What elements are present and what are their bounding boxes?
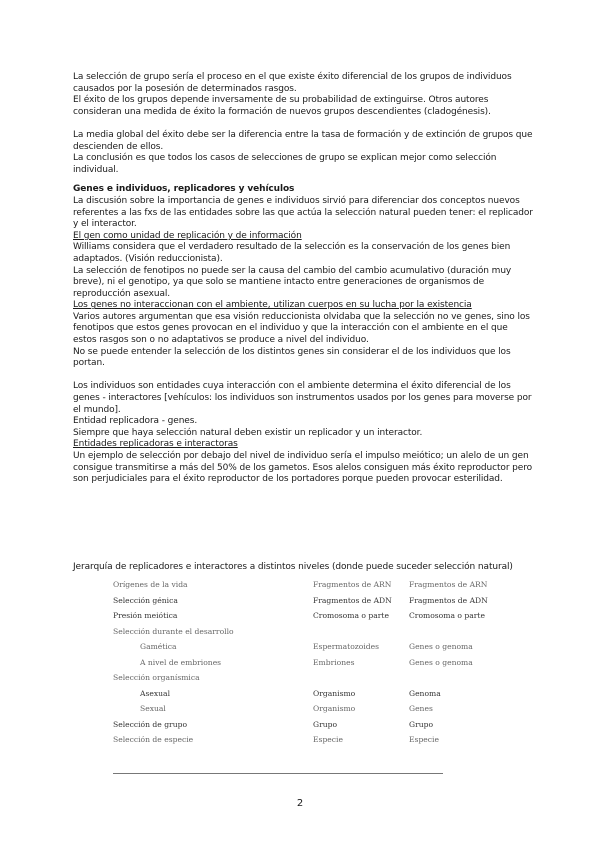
table-cell-interactor: Grupo [409,719,434,729]
table-row [113,593,509,609]
document-body [73,72,533,486]
paragraph-discussion: La discusión sobre la importancia de genes e individuos sirvió para diferenciar dos conceptos nuevos referentes a las fxs de las entidades sobre las que actúa la selección natural pueden tener: el replicador y el interactor. [73,195,533,230]
paragraph-interactors: Los individuos son entidades cuya interacción con el ambiente determina el éxito diferencial de los genes - interactores [vehículos: los individuos son instrumentos usados por los genes para moverse por el mundo]. [73,381,532,415]
table-row [113,655,509,671]
table-cell-replicator [313,624,409,640]
table-cell-replicator: Cromosoma o parte [313,611,389,621]
paragraph-group-selection: La selección de grupo sería el proceso en el que existe éxito diferencial de los grupos de individuos causados por la posesión de determinados rasgos. [73,72,512,94]
paragraph-authors: Varios autores argumentan que esa visión reduccionista olvidaba que la selección no ve genes, sino los fenotipos que estos genes provocan en el individuo y que la interacción con el ambiente en el que estos rasgos son o no adaptativos se produce a nivel del individuo. [73,311,530,346]
paragraph-conclusion: La conclusión es que todos los casos de selecciones de grupo se explican mejor como selección individual. [73,153,497,175]
table-cell-replicator [313,670,409,686]
table-cell-level: Sexual [140,704,166,714]
table-cell-replicator: Fragmentos de ARN [313,580,392,590]
table-cell-replicator: Espermatozoides [313,642,380,652]
table-cell-interactor: Especie [409,735,439,745]
paragraph-replicator: Entidad replicadora - genes. [73,416,198,427]
table-row [113,732,509,748]
table-cell-interactor: Fragmentos de ARN [409,580,488,590]
table-cell-interactor: Genes [409,704,433,714]
table-cell-replicator: Organismo [313,704,356,714]
table-row [113,701,509,717]
section-heading: Genes e individuos, replicadores y vehículos [73,184,295,195]
page-number: 2 [296,798,304,809]
paragraph-global-success: La media global del éxito debe ser la diferencia entre la tasa de formación y de extinción de grupos que descienden de ellos. [73,129,533,152]
table-cell-replicator: Fragmentos de ADN [313,595,392,605]
table-cell-level: Selección génica [113,595,178,605]
table-cell-interactor [409,670,509,686]
table-cell-interactor: Fragmentos de ADN [409,595,488,605]
table-cell-level: Gamética [140,642,177,652]
table-cell-level: Asexual [140,688,171,698]
table-cell-interactor: Genes o genoma [409,657,473,667]
table-cell-interactor: Cromosoma o parte [409,611,485,621]
subheading-entities: Entidades replicadoras e interactoras [73,439,238,450]
table-row [113,686,509,702]
table-cell-interactor [409,624,509,640]
paragraph-meiotic-drive: Un ejemplo de selección por debajo del nivel de individuo sería el impulso meiótico; un alelo de un gen consigue transmitirse a más del 50% de los gametos. Esos alelos consiguen más éxito reproductor pero son perjudiciales para el éxito reproductor de los portadores porque pueden provocar esterilidad. [73,451,533,485]
table-cell-replicator: Grupo [313,719,338,729]
table-row [113,717,509,733]
table-cell-level: Selección durante el desarrollo [113,626,234,636]
table-cell-level: Selección de especie [113,735,194,745]
table-row [113,624,509,640]
table-caption: Jerarquía de replicadores e interactores a distintos niveles (donde puede suceder selección natural) [73,562,513,572]
paragraph-natural-selection: Siempre que haya selección natural deben existir un replicador y un interactor. [73,427,423,438]
table-cell-level: Presión meiótica [113,611,178,621]
paragraph-phenotypes: La selección de fenotipos no puede ser la causa del cambio del cambio acumulativo (duración muy breve), ni el genotipo, ya que solo se mantiene intacto entre generaciones de organismos de reproducción asexual. [73,265,512,299]
table-row [113,577,509,593]
paragraph-williams: Williams considera que el verdadero resultado de la selección es la conservación de los genes bien adaptados. (Visión reduccionista). [73,242,511,264]
table-cell-interactor: Genoma [409,688,441,698]
table-bottom-rule [113,773,443,774]
table-cell-level: Selección organísmica [113,673,200,683]
table-cell-level: Selección de grupo [113,719,188,729]
table-row [113,670,509,686]
paragraph-individuals: No se puede entender la selección de los distintos genes sin considerar el de los individuos que los portan. [73,346,511,369]
paragraph-group-success: El éxito de los grupos depende inversamente de su probabilidad de extinguirse. Otros autores consideran una medida de éxito la formación de nuevos grupos descendientes (cladogénesis). [73,95,491,117]
table-row [113,639,509,655]
table-cell-replicator: Especie [313,735,343,745]
table-cell-level: A nivel de embriones [140,657,222,667]
table-cell-level: Orígenes de la vida [113,580,188,590]
subheading-gene-unit: El gen como unidad de replicación y de información [73,230,302,241]
subheading-genes-bodies: Los genes no interaccionan con el ambiente, utilizan cuerpos en su lucha por la existencia [73,300,472,311]
table-cell-replicator: Organismo [313,688,356,698]
table-cell-replicator: Embriones [313,657,355,667]
table-row [113,608,509,624]
hierarchy-table [113,577,509,748]
table-cell-interactor: Genes o genoma [409,642,473,652]
